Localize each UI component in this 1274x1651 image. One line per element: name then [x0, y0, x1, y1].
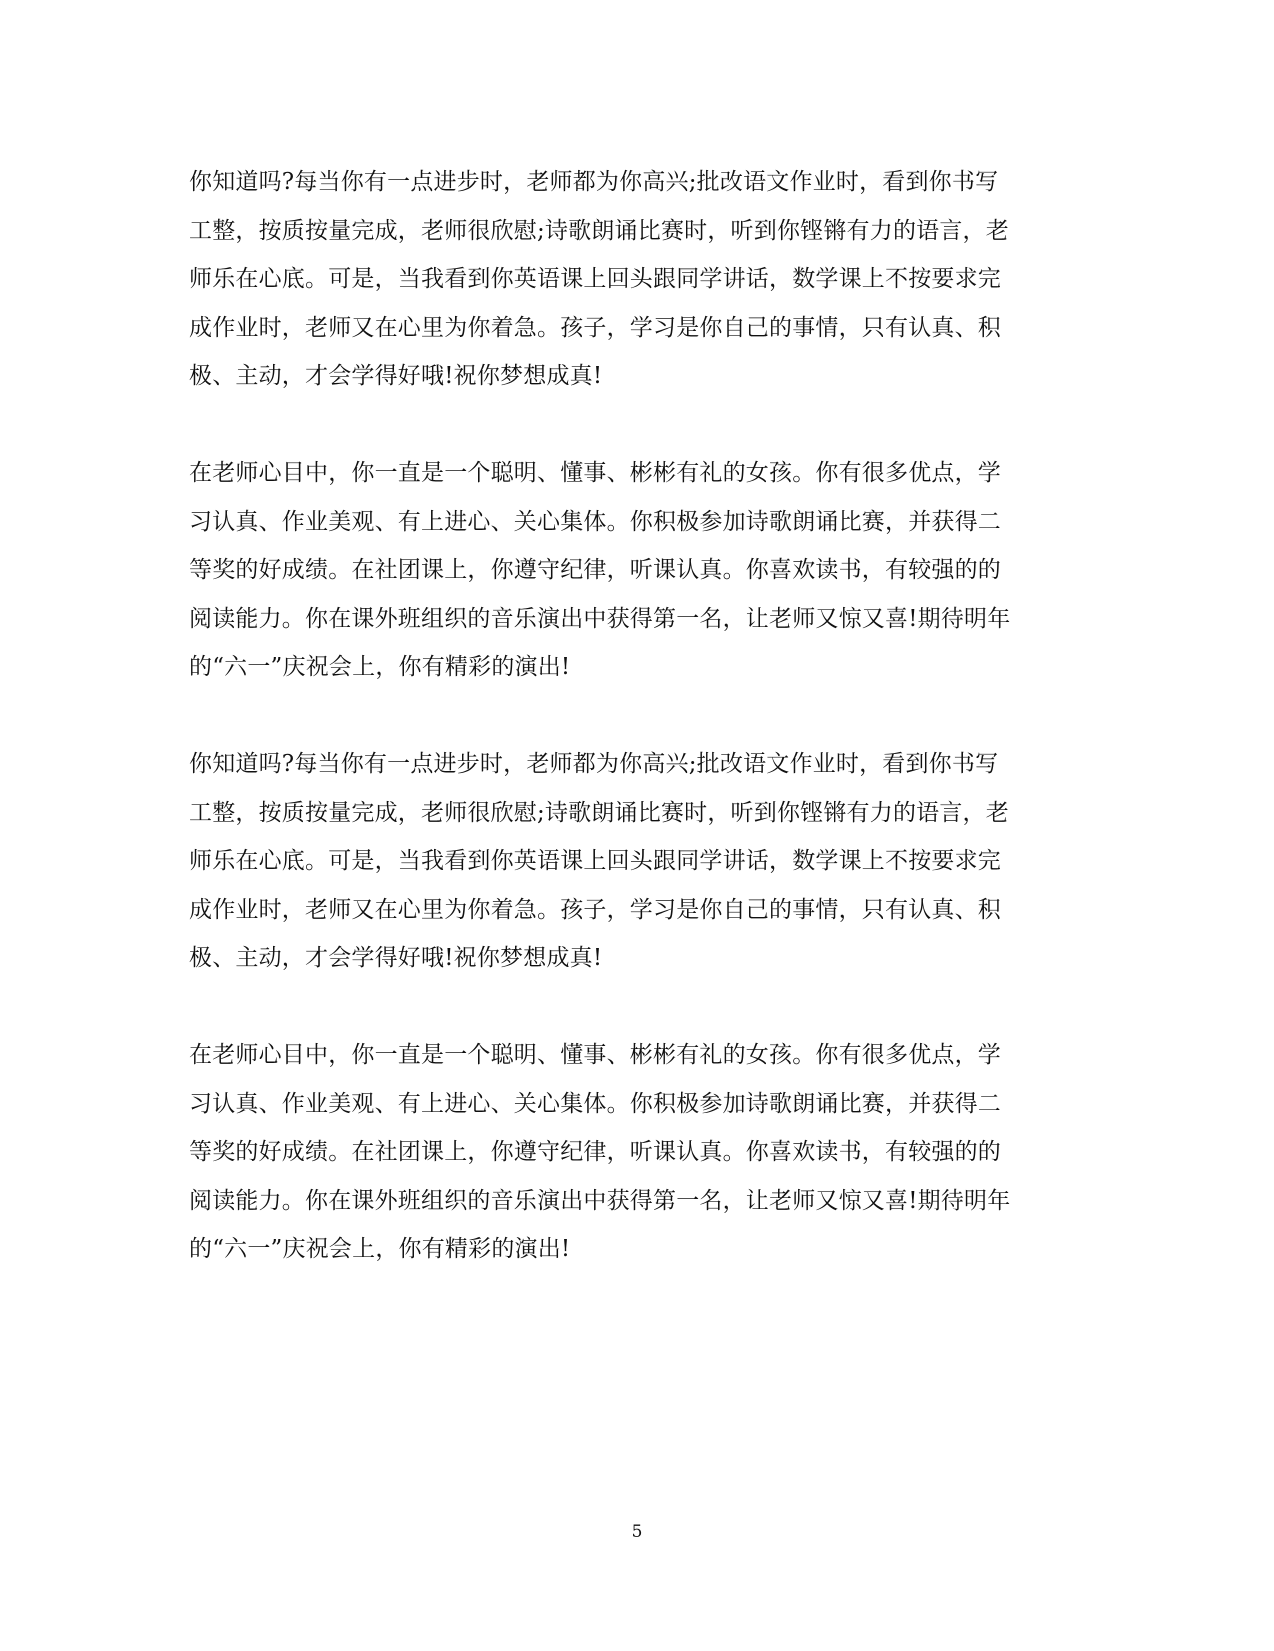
paragraph-3 [189, 740, 1087, 983]
paragraph-2 [189, 449, 1087, 692]
paragraph-line: 在老师心目中，你一直是一个聪明、懂事、彬彬有礼的女孩。你有很多优点，学 [189, 460, 1001, 486]
paragraph-line: 等奖的好成绩。在社团课上，你遵守纪律，听课认真。你喜欢读书，有较强的的 [189, 557, 1001, 583]
paragraph-line: 极、主动，才会学得好哦!祝你梦想成真! [189, 363, 603, 389]
paragraph-line: 师乐在心底。可是，当我看到你英语课上回头跟同学讲话，数学课上不按要求完 [189, 266, 1001, 292]
paragraph-line: 你知道吗?每当你有一点进步时，老师都为你高兴;批改语文作业时，看到你书写 [189, 751, 999, 777]
paragraph-line: 的“六一”庆祝会上，你有精彩的演出! [189, 654, 571, 680]
paragraph-line: 极、主动，才会学得好哦!祝你梦想成真! [189, 945, 603, 971]
paragraph-line: 工整，按质按量完成，老师很欣慰;诗歌朗诵比赛时，听到你铿锵有力的语言，老 [189, 217, 1009, 244]
paragraph-line: 成作业时，老师又在心里为你着急。孩子，学习是你自己的事情，只有认真、积 [189, 314, 1001, 341]
paragraph-line: 阅读能力。你在课外班组织的音乐演出中获得第一名，让老师又惊又喜!期待明年 [189, 1187, 1011, 1214]
paragraph-line: 你知道吗?每当你有一点进步时，老师都为你高兴;批改语文作业时，看到你书写 [189, 169, 999, 195]
paragraph-line: 成作业时，老师又在心里为你着急。孩子，学习是你自己的事情，只有认真、积 [189, 896, 1001, 923]
paragraph-line: 工整，按质按量完成，老师很欣慰;诗歌朗诵比赛时，听到你铿锵有力的语言，老 [189, 799, 1009, 826]
paragraph-line: 等奖的好成绩。在社团课上，你遵守纪律，听课认真。你喜欢读书，有较强的的 [189, 1139, 1001, 1165]
paragraph-line: 的“六一”庆祝会上，你有精彩的演出! [189, 1236, 571, 1262]
paragraph-line: 在老师心目中，你一直是一个聪明、懂事、彬彬有礼的女孩。你有很多优点，学 [189, 1042, 1001, 1068]
paragraph-1 [189, 158, 1087, 401]
paragraph-4 [189, 1031, 1087, 1274]
paragraph-line: 习认真、作业美观、有上进心、关心集体。你积极参加诗歌朗诵比赛，并获得二 [189, 1090, 1001, 1117]
paragraph-line: 阅读能力。你在课外班组织的音乐演出中获得第一名，让老师又惊又喜!期待明年 [189, 605, 1011, 632]
paragraph-line: 习认真、作业美观、有上进心、关心集体。你积极参加诗歌朗诵比赛，并获得二 [189, 508, 1001, 535]
paragraph-line: 师乐在心底。可是，当我看到你英语课上回头跟同学讲话，数学课上不按要求完 [189, 848, 1001, 874]
page-number: 5 [631, 1522, 643, 1542]
